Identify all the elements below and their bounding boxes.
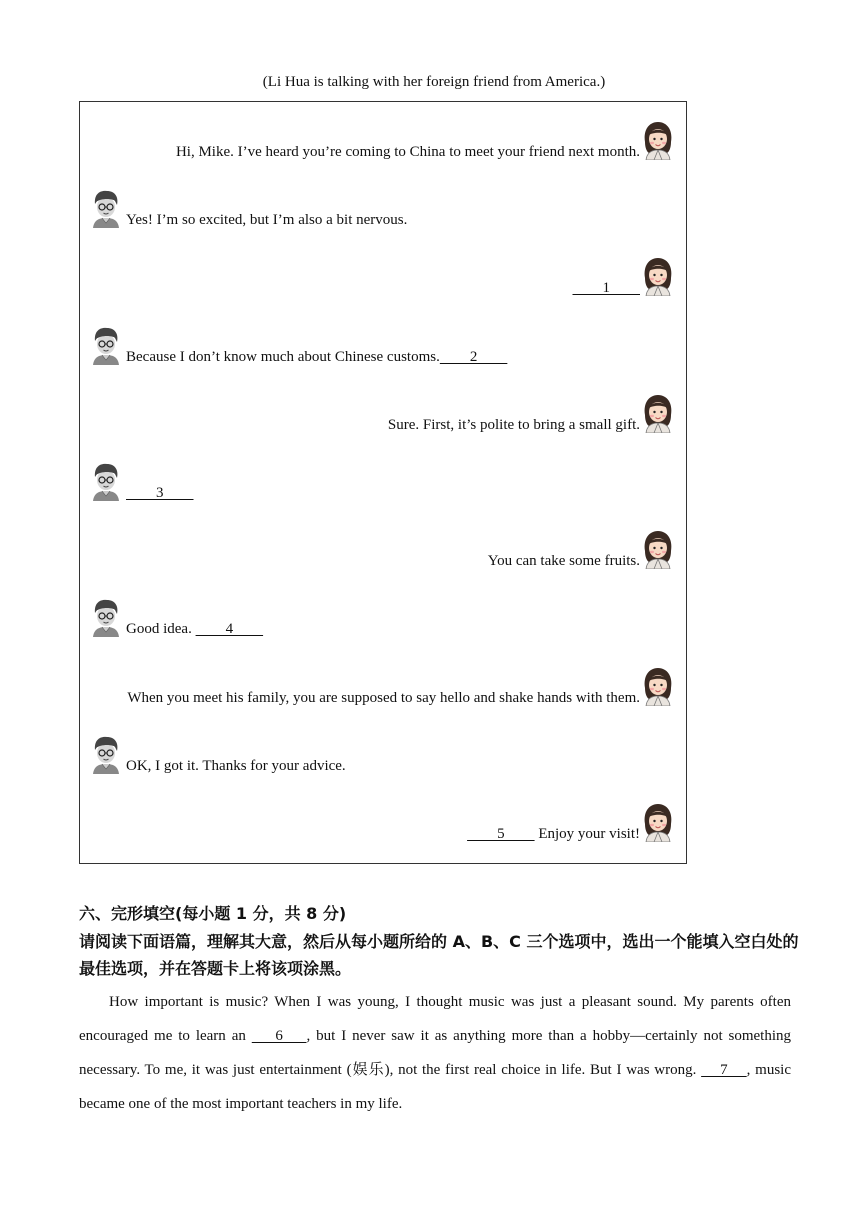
dialog-text-before: Because I don’t know much about Chinese customs.: [126, 348, 440, 365]
dialog-text: [573, 279, 641, 297]
dialog-line-2: [80, 188, 686, 232]
dialog-text: [126, 620, 263, 638]
dialog-text: Yes! I’m so excited, but I’m also a bit nervous.: [126, 212, 408, 229]
blank-6[interactable]: 6: [251, 1028, 307, 1044]
passage-text: , but I never saw it as anything more than a hobby—certainly not something necessary. To me, it was just entertainment (娱乐), not the first real choice in life. But I was wrong.: [79, 1028, 792, 1078]
dialog-text: Sure. First, it’s polite to bring a small gift.: [387, 416, 640, 433]
dialog-text-after: Enjoy your visit!: [534, 826, 640, 842]
dialog-text: OK, I got it. Thanks for your advice.: [126, 757, 346, 774]
passage-paragraph: [79, 985, 791, 1121]
dialog-text: [467, 825, 640, 843]
dialog-blank[interactable]: 2: [439, 348, 508, 365]
dialog-blank[interactable]: 5: [467, 826, 535, 842]
blank-7[interactable]: 7: [701, 1062, 747, 1078]
dialog-line-8: [80, 597, 686, 641]
girl-avatar-icon: [640, 256, 676, 296]
boy-avatar-icon: [88, 461, 124, 501]
girl-avatar-icon: [640, 120, 676, 160]
dialog-box: [79, 101, 687, 864]
dialog-text: Hi, Mike. I’ve heard you’re coming to China to meet your friend next month.: [175, 144, 640, 160]
dialog-text: [126, 348, 507, 366]
dialog-text-before: Good idea.: [126, 621, 196, 638]
dialog-text: When you meet his family, you are supposed to say hello and shake hands with them.: [127, 689, 640, 706]
boy-avatar-icon: [88, 597, 124, 637]
dialog-blank[interactable]: 1: [572, 280, 640, 297]
passage-text: How important is music? When I was young, I thought music was just a pleasant sound. My parents often encouraged me to learn an: [79, 994, 791, 1044]
dialog-blank[interactable]: 4: [195, 621, 264, 638]
dialog-line-7: [80, 529, 686, 573]
passage-text: , music became one of the most important teachers in my life.: [79, 1062, 791, 1112]
girl-avatar-icon: [640, 529, 676, 569]
girl-avatar-icon: [640, 802, 676, 842]
girl-avatar-icon: [640, 393, 676, 433]
dialog-line-4: [80, 325, 686, 369]
dialog-line-5: [80, 393, 686, 437]
boy-avatar-icon: [88, 734, 124, 774]
dialog-text: [126, 484, 194, 502]
dialog-line-10: [80, 734, 686, 778]
dialog-blank[interactable]: 3: [126, 485, 194, 501]
cloze-passage: [79, 985, 791, 1121]
boy-avatar-icon: [88, 325, 124, 365]
girl-avatar-icon: [640, 666, 676, 706]
dialog-line-3: [80, 256, 686, 300]
dialog-line-11: [80, 802, 686, 846]
dialog-line-9: [80, 666, 686, 710]
dialog-line-6: [80, 461, 686, 505]
dialog-line-1: [80, 120, 686, 164]
dialog-text: You can take some fruits.: [487, 553, 640, 570]
section-title: 六、完形填空(每小题 1 分，共 8 分): [79, 904, 347, 923]
boy-avatar-icon: [88, 188, 124, 228]
dialog-intro: (Li Hua is talking with her foreign friend from America.): [262, 74, 606, 90]
section-instruction: 请阅读下面语篇，理解其大意，然后从每小题所给的 A、B、C 三个选项中，选出一个能填入空白处的最佳选项，并在答题卡上将该项涂黑。: [79, 932, 799, 978]
